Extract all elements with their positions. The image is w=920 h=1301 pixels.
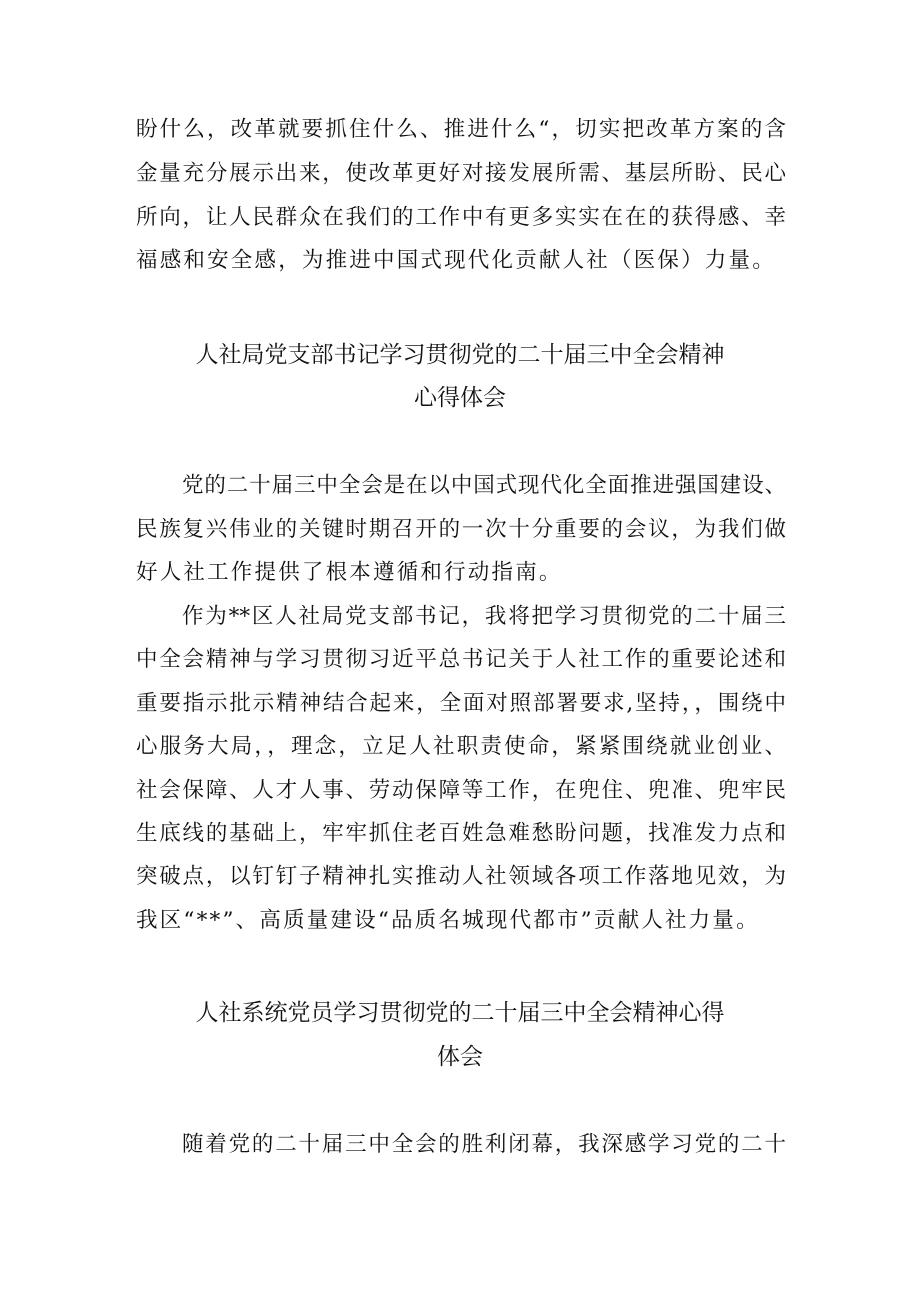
section1-title-line-1: 人社局党支部书记学习贯彻党的二十届三中全会精神 <box>195 342 725 368</box>
intro-line-1: 盼什么，改革就要抓住什么、推进什么“，切实把改革方案的含 <box>136 117 786 142</box>
section1-title-line-2: 心得体会 <box>414 385 506 411</box>
section1-p2-line-2: 中全会精神与学习贯彻习近平总书记关于人社工作的重要论述和 <box>136 647 786 672</box>
section1-p2-line-4: 心服务大局，，理念，立足人社职责使命，紧紧围绕就业创业、 <box>136 734 786 759</box>
section1-p1-line-1: 党的二十届三中全会是在以中国式现代化全面推进强国建设、 <box>182 473 786 498</box>
intro-line-2: 金量充分展示出来，使改革更好对接发展所需、基层所盼、民心 <box>136 161 786 186</box>
section2-p1-line-1: 随着党的二十届三中全会的胜利闭幕，我深感学习党的二十 <box>182 1132 786 1157</box>
section1-p2-line-8: 我区“**”、高质量建设“品质名城现代都市”贡献人社力量。 <box>136 908 760 933</box>
section1-p2-line-7: 突破点，以钉钉子精神扎实推动人社领域各项工作落地见效，为 <box>136 864 786 889</box>
intro-line-4: 福感和安全感，为推进中国式现代化贡献人社（医保）力量。 <box>136 248 776 273</box>
section1-p1-line-3: 好人社工作提供了根本遵循和行动指南。 <box>136 560 563 585</box>
section1-p2-line-5: 社会保障、人才人事、劳动保障等工作，在兜住、兜准、兜牢民 <box>136 778 786 803</box>
intro-line-3: 所向，让人民群众在我们的工作中有更多实实在在的获得感、幸 <box>136 205 786 230</box>
section1-p2-line-1: 作为**区人社局党支部书记，我将把学习贯彻党的二十届三 <box>182 604 786 629</box>
section1-p2-line-3: 重要指示批示精神结合起来，全面对照部署要求,坚持，，围绕中 <box>136 691 786 716</box>
section2-title-line-2: 体会 <box>437 1044 483 1070</box>
section2-title-line-1: 人社系统党员学习贯彻党的二十届三中全会精神心得 <box>195 1000 725 1026</box>
section1-p1-line-2: 民族复兴伟业的关键时期召开的一次十分重要的会议，为我们做 <box>136 517 786 542</box>
section1-p2-line-6: 生底线的基础上，牢牢抓住老百姓急难愁盼问题，找准发力点和 <box>136 821 786 846</box>
